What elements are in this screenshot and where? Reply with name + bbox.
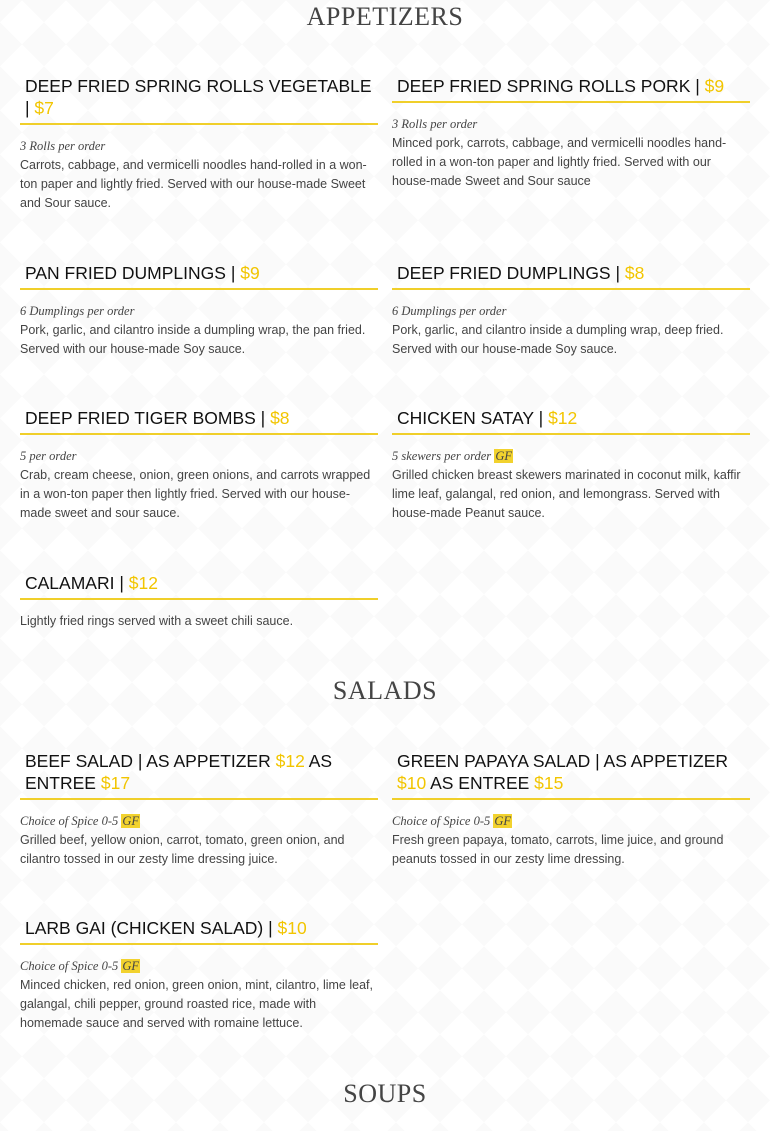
item-description: Pork, garlic, and cilantro inside a dumpling wrap, deep fried. Served with our house-made Soy sauce.: [392, 323, 724, 356]
gluten-free-badge: GF: [494, 814, 512, 828]
section-title-salads: SALADS: [332, 676, 438, 705]
item-portion: 5 per order: [20, 449, 77, 463]
item-title: DEEP FRIED SPRING ROLLS VEGETABLE | $7: [20, 75, 378, 125]
item-price: $7: [34, 98, 54, 118]
item-price-appetizer: $12: [275, 751, 305, 771]
item-description: Pork, garlic, and cilantro inside a dumpling wrap, the pan fried. Served with our house-made Soy sauce.: [20, 323, 366, 356]
item-price: $12: [128, 573, 158, 593]
item-spice-choice: Choice of Spice 0-5 GF: [20, 959, 140, 973]
item-portion: 6 Dumplings per order: [392, 304, 507, 318]
item-price: $9: [704, 76, 725, 96]
menu-item-beef-salad: [20, 750, 378, 869]
item-title: BEEF SALAD | AS APPETIZER $12 AS ENTREE $17: [20, 750, 378, 800]
gluten-free-badge: GF: [122, 814, 140, 828]
item-portion: 3 Rolls per order: [20, 139, 106, 153]
item-title: GREEN PAPAYA SALAD | AS APPETIZER $10 AS ENTREE $15: [392, 750, 750, 800]
item-description: Minced pork, carrots, cabbage, and vermicelli noodles hand-rolled in a won-ton paper and lightly fried. Served with our house-made Sweet and Sour sauce: [392, 136, 727, 188]
item-description: Carrots, cabbage, and vermicelli noodles hand-rolled in a won-ton paper and lightly fried. Served with our house-made Sweet and Sour sauce.: [20, 158, 367, 210]
menu-item-calamari: [20, 572, 378, 631]
item-title: CALAMARI | $12: [20, 572, 378, 600]
section-title-appetizers: APPETIZERS: [306, 2, 464, 31]
item-price-entree: $17: [100, 773, 131, 793]
item-description: Lightly fried rings served with a sweet chili sauce.: [20, 614, 294, 628]
item-price-appetizer: $10: [397, 773, 427, 793]
item-title: DEEP FRIED DUMPLINGS | $8: [392, 262, 750, 290]
item-description: Fresh green papaya, tomato, carrots, lime juice, and ground peanuts tossed in our zesty lime dressing.: [392, 833, 724, 866]
item-description: Grilled beef, yellow onion, carrot, tomato, green onion, and cilantro tossed in our zesty lime dressing juice.: [20, 833, 345, 866]
item-title: PAN FRIED DUMPLINGS | $9: [20, 262, 378, 290]
item-price: $12: [548, 408, 578, 428]
item-description: Grilled chicken breast skewers marinated in coconut milk, kaffir lime leaf, galangal, red onion, and lemongrass. Served with house-made Peanut sauce.: [392, 468, 741, 520]
section-title-soups: SOUPS: [343, 1079, 427, 1108]
item-price-entree: $15: [534, 773, 564, 793]
item-title: LARB GAI (CHICKEN SALAD) | $10: [20, 917, 378, 945]
item-title: DEEP FRIED TIGER BOMBS | $8: [20, 407, 378, 435]
menu-item-larb-gai: [20, 917, 378, 1033]
menu-item-pan-fried-dumplings: [20, 262, 378, 359]
menu-item-deep-fried-dumplings: [392, 262, 750, 359]
item-portion: 5 skewers per order GF: [392, 449, 512, 463]
menu-item-green-papaya-salad: [392, 750, 750, 869]
item-price: $8: [270, 408, 290, 428]
menu-item-tiger-bombs: [20, 407, 378, 523]
menu-item-chicken-satay: [392, 407, 750, 523]
item-price: $8: [624, 263, 645, 283]
item-title: DEEP FRIED SPRING ROLLS PORK | $9: [392, 75, 750, 103]
item-price: $9: [240, 263, 260, 283]
item-portion: 6 Dumplings per order: [20, 304, 135, 318]
gluten-free-badge: GF: [495, 449, 512, 463]
item-spice-choice: Choice of Spice 0-5 GF: [20, 814, 140, 828]
item-description: Minced chicken, red onion, green onion, mint, cilantro, lime leaf, galangal, chili pepper, ground roasted rice, made with homemade sauce and served with romaine lettuce.: [20, 978, 373, 1030]
item-price: $10: [277, 918, 307, 938]
item-description: Crab, cream cheese, onion, green onions, and carrots wrapped in a won-ton paper then lightly fried. Served with our house-made sweet and sour sauce.: [20, 468, 371, 520]
item-spice-choice: Choice of Spice 0-5 GF: [392, 814, 512, 828]
gluten-free-badge: GF: [122, 959, 140, 973]
item-portion: 3 Rolls per order: [392, 117, 478, 131]
item-title: CHICKEN SATAY | $12: [392, 407, 750, 435]
menu-item-spring-rolls-pork: [392, 75, 750, 191]
menu-item-spring-rolls-vegetable: [20, 75, 378, 213]
